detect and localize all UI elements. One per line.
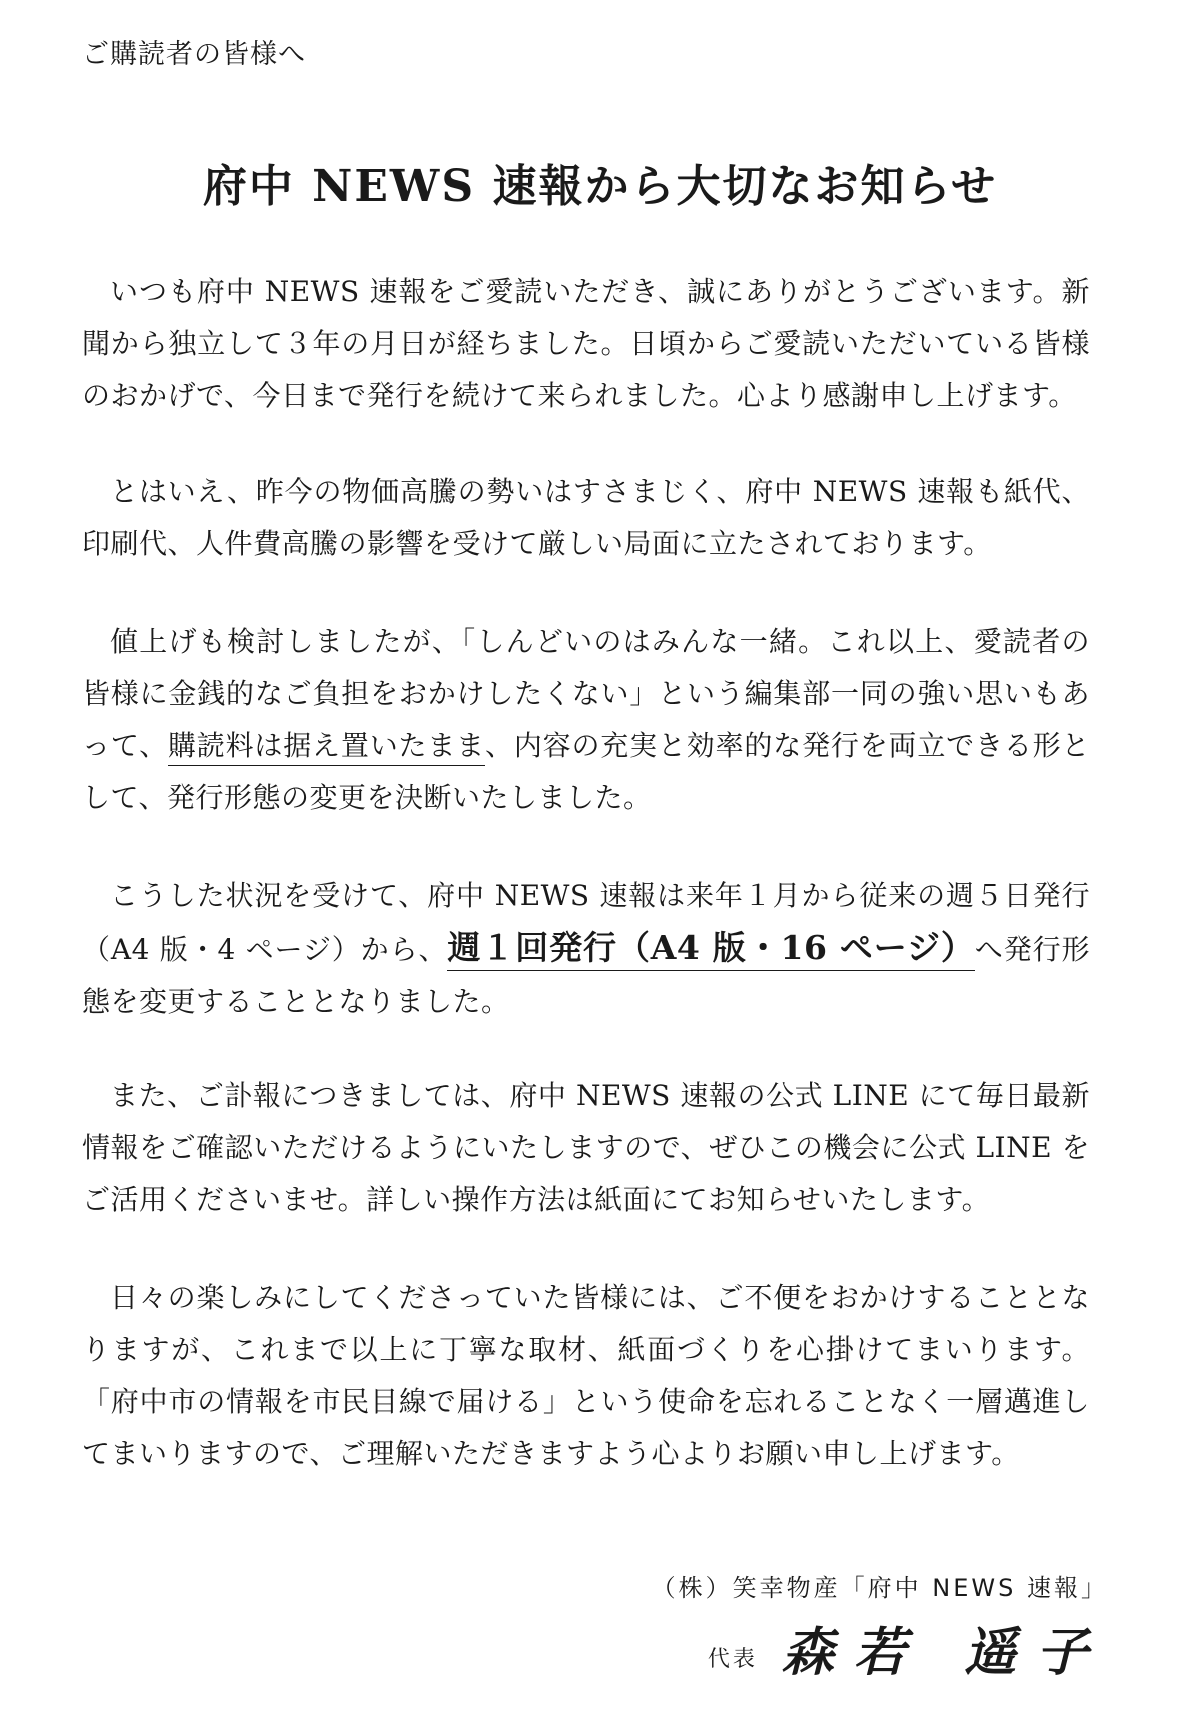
representative-signature-block (708, 1610, 1108, 1685)
paragraph-line-obituaries: また、ご訃報につきましては、府中 NEWS 速報の公式 LINE にて毎日最新情報をご確認いただけるようにいたしますので、ぜひこの機会に公式 LINE をご活用くださいませ。詳しい操作方法は紙面にてお知らせいたします。 (82, 1079, 1090, 1216)
salutation: ご購読者の皆様へ (82, 39, 306, 70)
decision-text-start: 値上げも検討しましたが、「しんどいのはみんな一緒。これ以上、愛読者の皆様に金銭的なご負担をおかけしたくない」という編集部一同の強い思いもあって、 (82, 625, 1090, 762)
subscription-fee-unchanged-underline: 購読料は据え置いたまま (168, 729, 485, 766)
notice-title: 府中 NEWS 速報から大切なお知らせ (202, 161, 998, 212)
decision-text-end: 、内容の充実と効率的な発行を両立できる形として、発行形態の変更を決断いたしました。 (82, 729, 1090, 814)
format-change-text-start: こうした状況を受けて、府中 NEWS 速報は来年１月から従来の週５日発行（A4 版・4 ページ）から、 (82, 879, 1090, 966)
paragraph-gratitude: いつも府中 NEWS 速報をご愛読いただき、誠にありがとうございます。新聞から独立して３年の月日が経ちました。日頃からご愛読いただいている皆様のおかげで、今日まで発行を続けて来られました。心より感謝申し上げます。 (82, 275, 1090, 412)
format-change-text-end: へ発行形態を変更することとなりました。 (82, 933, 1090, 1018)
paragraph-rising-costs: とはいえ、昨今の物価高騰の勢いはすさまじく、府中 NEWS 速報も紙代、印刷代、人件費高騰の影響を受けて厳しい局面に立たされております。 (82, 475, 1090, 560)
paragraph-closing: 日々の楽しみにしてくださっていた皆様には、ご不便をおかけすることとなりますが、これまで以上に丁寧な取材、紙面づくりを心掛けてまいります。「府中市の情報を市民目線で届ける」という使命を忘れることなく一層邁進してまいりますので、ご理解いただきますよう心よりお願い申し上げます。 (82, 1281, 1090, 1470)
representative-title: 代表 (707, 1647, 758, 1672)
paragraph-format-change (82, 870, 1090, 1028)
paragraph-decision (82, 616, 1090, 824)
representative-signature: 森若 遥子 (781, 1622, 1108, 1683)
company-name: （株）笑幸物産「府中 NEWS 速報」 (651, 1574, 1108, 1602)
weekly-issue-emphasis: 週１回発行（A4 版・16 ページ） (447, 928, 974, 971)
